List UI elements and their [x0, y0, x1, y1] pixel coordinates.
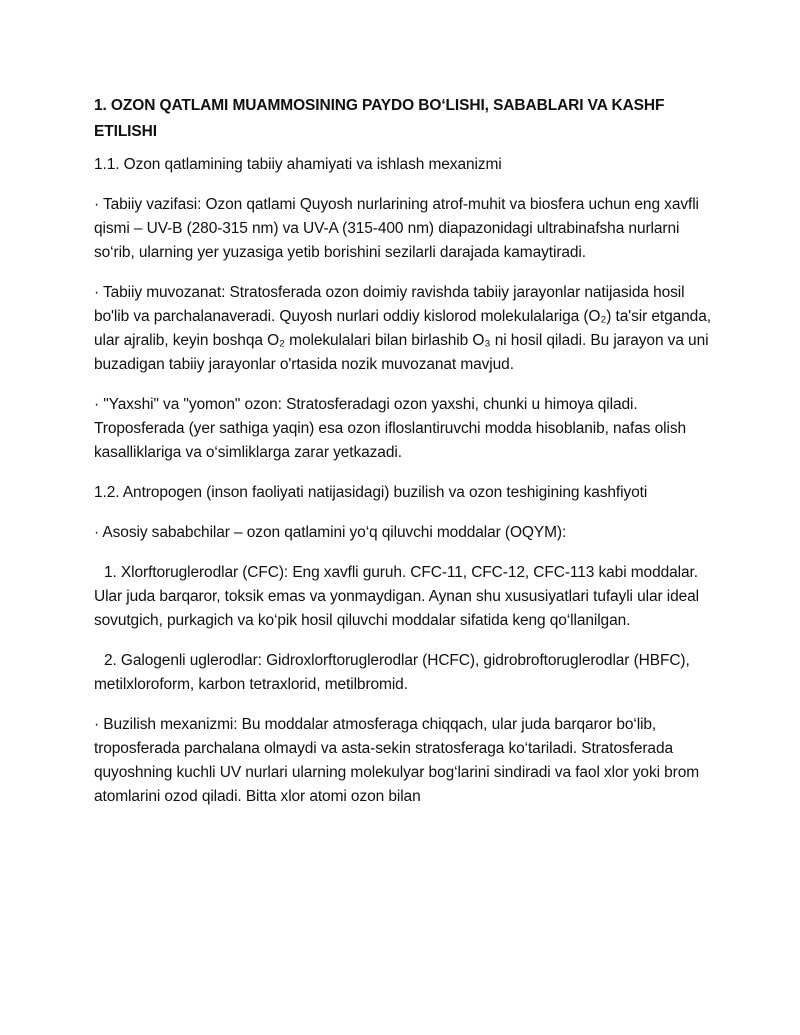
section-heading-1-1: 1.1. Ozon qatlamining tabiiy ahamiyati va ishlash mexanizmi — [94, 156, 502, 173]
document-heading: 1. OZON QATLAMI MUAMMOSINING PAYDO BO‘LISHI, SABABLARI VA KASHF ETILISHI — [94, 97, 665, 140]
paragraph-asosiy-sababchilar: · Asosiy sababchilar – ozon qatlamini yo‘q qiluvchi moddalar (OQYM): — [94, 524, 567, 541]
list-item-galogenli: 2. Galogenli uglerodlar: Gidroxlorftoruglerodlar (HCFC), gidrobroftoruglerodlar (HBFC), metilxloroform, karbon tetraxlorid, metilbromid. — [94, 652, 690, 693]
list-item-cfc: 1. Xlorftoruglerodlar (CFC): Eng xavfli guruh. CFC-11, CFC-12, CFC-113 kabi moddalar. Ular juda barqaror, toksik emas va yonmaydigan. Aynan shu xususiyatlari tufayli ular ideal sovutgich, purkagich va ko‘pik hosil qiluvchi moddalar sifatida keng qo‘llanilgan. — [94, 564, 700, 629]
paragraph-buzilish-mexanizmi: · Buzilish mexanizmi: Bu moddalar atmosferaga chiqqach, ular juda barqaror bo‘lib, troposferada parchalana olmaydi va asta-sekin stratosferaga ko‘tariladi. Stratosferada quyoshning kuchli UV nurlari ularning molekulyar bog‘larini sindiradi va faol xlor yoki brom atomlarini ozod qiladi. Bitta xlor atomi ozon bilan — [94, 716, 700, 805]
paragraph-yaxshi-yomon-ozon: · "Yaxshi" va "yomon" ozon: Stratosferadagi ozon yaxshi, chunki u himoya qiladi. Troposferada (yer sathiga yaqin) esa ozon ifloslantiruvchi modda hisoblanib, nafas olish kasalliklariga va o‘simliklarga zarar yetkazadi. — [94, 396, 687, 461]
document-page — [94, 93, 714, 825]
paragraph-tabiiy-vazifasi: · Tabiiy vazifasi: Ozon qatlami Quyosh nurlarining atrof-muhit va biosfera uchun eng xavfli qismi – UV-B (280-315 nm) va UV-A (315-400 nm) diapazonidagi ultrabinafsha nurlarni so‘rib, ularning yer yuzasiga yetib borishini sezilarli darajada kamaytiradi. — [94, 196, 699, 261]
section-heading-1-2: 1.2. Antropogen (inson faoliyati natijasidagi) buzilish va ozon teshigining kashfiyoti — [94, 484, 648, 501]
paragraph-tabiiy-muvozanat: · Tabiiy muvozanat: Stratosferada ozon doimiy ravishda tabiiy jarayonlar natijasida hosil bo'lib va parchalanaveradi. Quyosh nurlari oddiy kislorod molekulalariga (O₂) ta'sir etganda, ular ajralib, keyin boshqa O₂ molekulalari bilan birlashib O₃ ni hosil qiladi. Bu jarayon va uni buzadigan tabiiy jarayonlar o'rtasida nozik muvozanat mavjud. — [94, 284, 711, 373]
